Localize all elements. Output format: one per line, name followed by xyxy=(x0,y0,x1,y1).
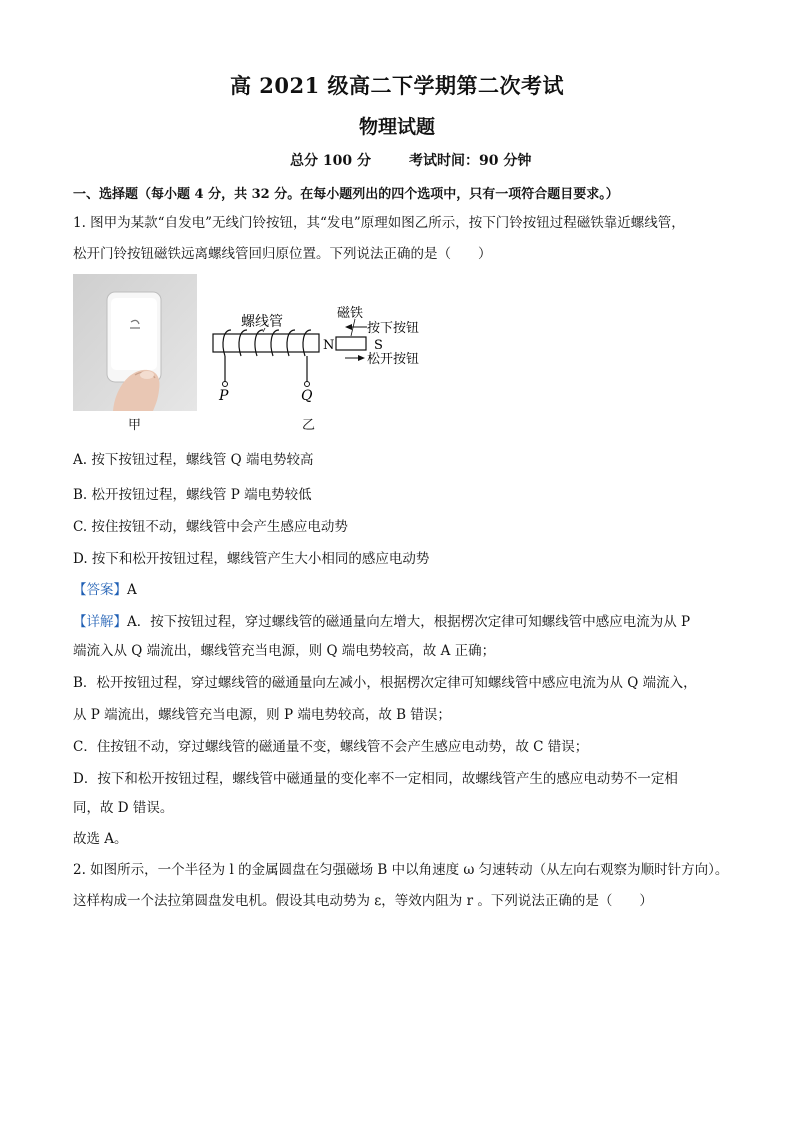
figure-caption-yi: 乙 xyxy=(302,418,316,433)
q1-option-d: D. 按下和松开按钮过程，螺线管产生大小相同的感应电动势 xyxy=(73,551,430,567)
detail-text-1: A．按下按钮过程，穿过螺线管的磁通量向左增大，根据楞次定律可知螺线管中感应电流为从 P xyxy=(127,614,691,630)
exam-meta xyxy=(290,150,531,170)
q1-option-a: A. 按下按钮过程，螺线管 Q 端电势较高 xyxy=(73,452,314,468)
q1-answer xyxy=(73,578,137,598)
total-score: 总分 100 分 xyxy=(290,153,371,169)
terminal-p-dot xyxy=(223,382,228,387)
terminal-p-label: P xyxy=(219,388,229,404)
q1-option-b: B. 松开按钮过程，螺线管 P 端电势较低 xyxy=(73,487,312,503)
q1-detail-line3: B．松开按钮过程，穿过螺线管的磁通量向左减小，根据楞次定律可知螺线管中感应电流为从 Q 端流入， xyxy=(73,675,697,691)
answer-value: A xyxy=(127,582,137,598)
terminal-q-dot xyxy=(305,382,310,387)
q2-stem-line2: 这样构成一个法拉第圆盘发电机。假设其电动势为 ε，等效内阻为 r 。下列说法正确的是（ ） xyxy=(73,893,653,909)
q1-detail-line6: D．按下和松开按钮过程，螺线管中磁通量的变化率不一定相同，故螺线管产生的感应电动势不一定相 xyxy=(73,771,678,787)
q1-detail-line2: 端流入从 Q 端流出，螺线管充当电源，则 Q 端电势较高，故 A 正确； xyxy=(73,643,496,659)
q1-stem-line1: 1. 图甲为某款“自发电”无线门铃按钮，其“发电”原理如图乙所示，按下门铃按钮过程磁铁靠近螺线管， xyxy=(73,215,685,231)
q1-option-c: C. 按住按钮不动，螺线管中会产生感应电动势 xyxy=(73,519,348,535)
section-heading: 一、选择题（每小题 4 分，共 32 分。在每小题列出的四个选项中，只有一项符合题目要求。） xyxy=(73,187,619,202)
solenoid-label: 螺线管 xyxy=(241,314,283,330)
magnet-label: 磁铁 xyxy=(337,306,364,321)
press-label: 按下按钮 xyxy=(367,321,420,336)
answer-label: 【答案】 xyxy=(73,582,127,598)
q1-detail-line7: 同，故 D 错误。 xyxy=(73,800,174,816)
pole-n: N xyxy=(323,338,335,353)
detail-label: 【详解】 xyxy=(73,614,127,630)
q1-detail-line5: C．住按钮不动，穿过螺线管的磁通量不变，螺线管不会产生感应电动势，故 C 错误； xyxy=(73,739,589,755)
q1-detail-line8: 故选 A。 xyxy=(73,831,128,847)
q1-detail-line4: 从 P 端流出，螺线管充当电源，则 P 端电势较高，故 B 错误； xyxy=(73,707,451,723)
q2-stem-line1: 2. 如图所示，一个半径为 l 的金属圆盘在匀强磁场 B 中以角速度 ω 匀速转动（从左向右观察为顺时针方向）。 xyxy=(73,862,729,878)
terminal-q-label: Q xyxy=(301,388,313,404)
release-label: 松开按钮 xyxy=(367,352,420,367)
q1-detail-line1 xyxy=(73,610,690,630)
exam-title: 高 2021 级高二下学期第二次考试 xyxy=(229,73,565,98)
magnet-bar xyxy=(336,337,366,350)
doorbell-photo-drawing xyxy=(73,274,197,411)
figure-caption-jia: 甲 xyxy=(128,418,142,433)
exam-subtitle: 物理试题 xyxy=(358,116,435,138)
exam-time: 考试时间：90 分钟 xyxy=(408,153,532,169)
q1-stem-line2: 松开门铃按钮磁铁远离螺线管回归原位置。下列说法正确的是（ ） xyxy=(73,246,492,262)
doorbell-photo xyxy=(73,274,197,411)
solenoid-diagram xyxy=(205,300,465,435)
pole-s: S xyxy=(374,338,383,353)
